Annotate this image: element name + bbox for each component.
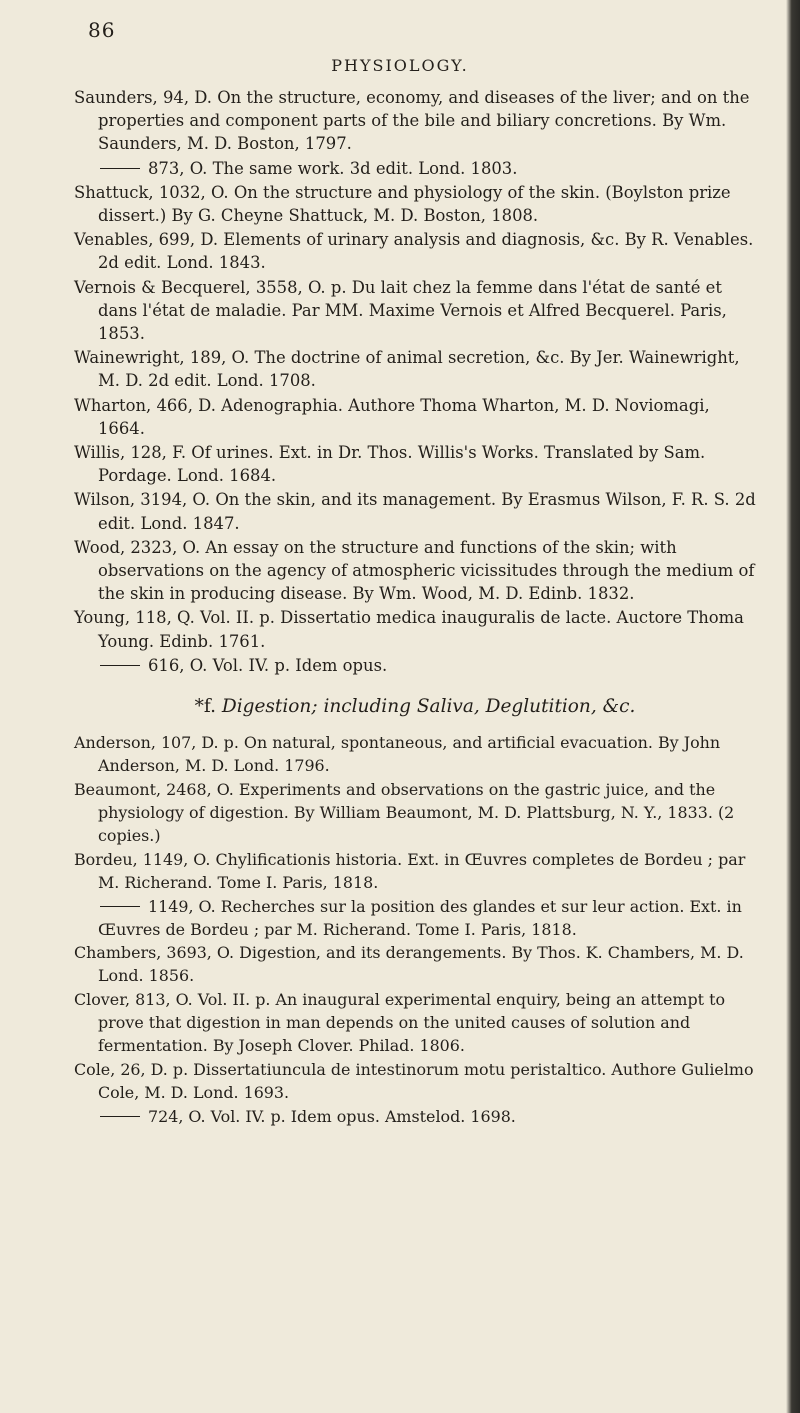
entry-text: 616, O. Vol. IV. p. Idem opus.	[148, 655, 388, 675]
bibliography-entry	[74, 276, 756, 346]
entry-text: Beaumont, 2468, O. Experiments and observations on the gastric juice, and the physiology of digestion. By William Beaumont, M. D. Plattsburg, N. Y., 1833. (2 copies.)	[74, 780, 735, 845]
entry-text: Wainewright, 189, O. The doctrine of animal secretion, &c. By Jer. Wainewright, M. D. 2d edit. Lond. 1708.	[74, 348, 740, 391]
bibliography-entry	[74, 989, 756, 1058]
entry-text: Anderson, 107, D. p. On natural, spontaneous, and artificial evacuation. By John Anderson, M. D. Lond. 1796.	[74, 733, 721, 776]
bibliography-entry	[74, 732, 756, 778]
entry-text: Shattuck, 1032, O. On the structure and physiology of the skin. (Boylston prize dissert.) By G. Cheyne Shattuck, M. D. Boston, 1808.	[74, 182, 731, 226]
ditto-dash	[100, 168, 140, 169]
bibliography-entry	[74, 779, 756, 848]
bibliography-entry	[74, 606, 756, 652]
entry-text: Saunders, 94, D. On the structure, economy, and diseases of the liver; and on the properties and component parts of the bile and biliary concretions. By Wm. Saunders, M. D. Boston, 1797.	[74, 88, 750, 154]
bibliography-entry	[74, 181, 756, 227]
page-number: 86	[88, 18, 116, 42]
entry-text: Cole, 26, D. p. Dissertatiuncula de intestinorum motu peristaltico. Authore Gulielmo Cole, M. D. Lond. 1693.	[74, 1059, 754, 1102]
page-body	[74, 86, 756, 1130]
entry-text: 873, O. The same work. 3d edit. Lond. 1803.	[148, 158, 518, 178]
bibliography-entry	[74, 86, 756, 156]
entry-text: Wilson, 3194, O. On the skin, and its management. By Erasmus Wilson, F. R. S. 2d edit. Lond. 1847.	[74, 490, 756, 533]
bibliography-entry	[74, 849, 756, 895]
page-edge	[786, 0, 800, 1413]
section-title: Digestion; including Saliva, Deglutition, &c.	[221, 696, 636, 718]
entry-list-top	[74, 86, 756, 677]
entry-text: Wharton, 466, D. Adenographia. Authore Thoma Wharton, M. D. Noviomagi, 1664.	[74, 395, 710, 438]
bibliography-entry	[74, 394, 756, 440]
bibliography-entry	[74, 654, 756, 677]
ditto-dash	[100, 1116, 140, 1117]
bibliography-entry	[74, 1106, 756, 1129]
bibliography-entry	[74, 488, 756, 534]
entry-text: Clover, 813, O. Vol. II. p. An inaugural experimental enquiry, being an attempt to prove that digestion in man depends on the united causes of solution and fermentation. By Joseph Clover. Philad. 1806.	[74, 990, 726, 1056]
entry-list-digestion	[74, 732, 756, 1128]
entry-text: 724, O. Vol. IV. p. Idem opus. Amstelod. 1698.	[148, 1106, 516, 1126]
ditto-dash	[100, 665, 140, 666]
bibliography-entry	[74, 942, 756, 988]
entry-text: 1149, O. Recherches sur la position des glandes et sur leur action. Ext. in Œuvres de Bordeu ; par M. Richerand. Tome I. Paris, 1818.	[98, 896, 742, 939]
bibliography-entry	[74, 157, 756, 180]
entry-text: Willis, 128, F. Of urines. Ext. in Dr. Thos. Willis's Works. Translated by Sam. Pordage. Lond. 1684.	[74, 443, 706, 486]
running-title: PHYSIOLOGY.	[331, 56, 469, 75]
entry-text: Venables, 699, D. Elements of urinary analysis and diagnosis, &c. By R. Venables. 2d edit. Lond. 1843.	[74, 230, 754, 273]
entry-text: Chambers, 3693, O. Digestion, and its derangements. By Thos. K. Chambers, M. D. Lond. 1856.	[74, 943, 744, 986]
section-heading	[74, 695, 756, 718]
entry-text: Vernois & Becquerel, 3558, O. p. Du lait chez la femme dans l'état de santé et dans l'état de maladie. Par MM. Maxime Vernois et Alfred Becquerel. Paris, 1853.	[74, 277, 727, 344]
bibliography-entry	[74, 346, 756, 392]
bibliography-entry	[74, 228, 756, 274]
bibliography-entry	[74, 536, 756, 606]
bibliography-entry	[74, 896, 756, 942]
entry-text: Bordeu, 1149, O. Chylificationis historia. Ext. in Œuvres completes de Bordeu ; par M. Richerand. Tome I. Paris, 1818.	[74, 849, 746, 892]
entry-text: Young, 118, Q. Vol. II. p. Dissertatio medica inauguralis de lacte. Auctore Thoma Young. Edinb. 1761.	[74, 608, 744, 651]
section-marker: *f.	[194, 696, 216, 718]
bibliography-entry	[74, 441, 756, 487]
bibliography-entry	[74, 1059, 756, 1105]
ditto-dash	[100, 906, 140, 907]
entry-text: Wood, 2323, O. An essay on the structure and functions of the skin; with observations on the agency of atmospheric vicissitudes through the medium of the skin in producing disease. By Wm. Wood, M. D. Edinb. 1832.	[74, 537, 755, 604]
